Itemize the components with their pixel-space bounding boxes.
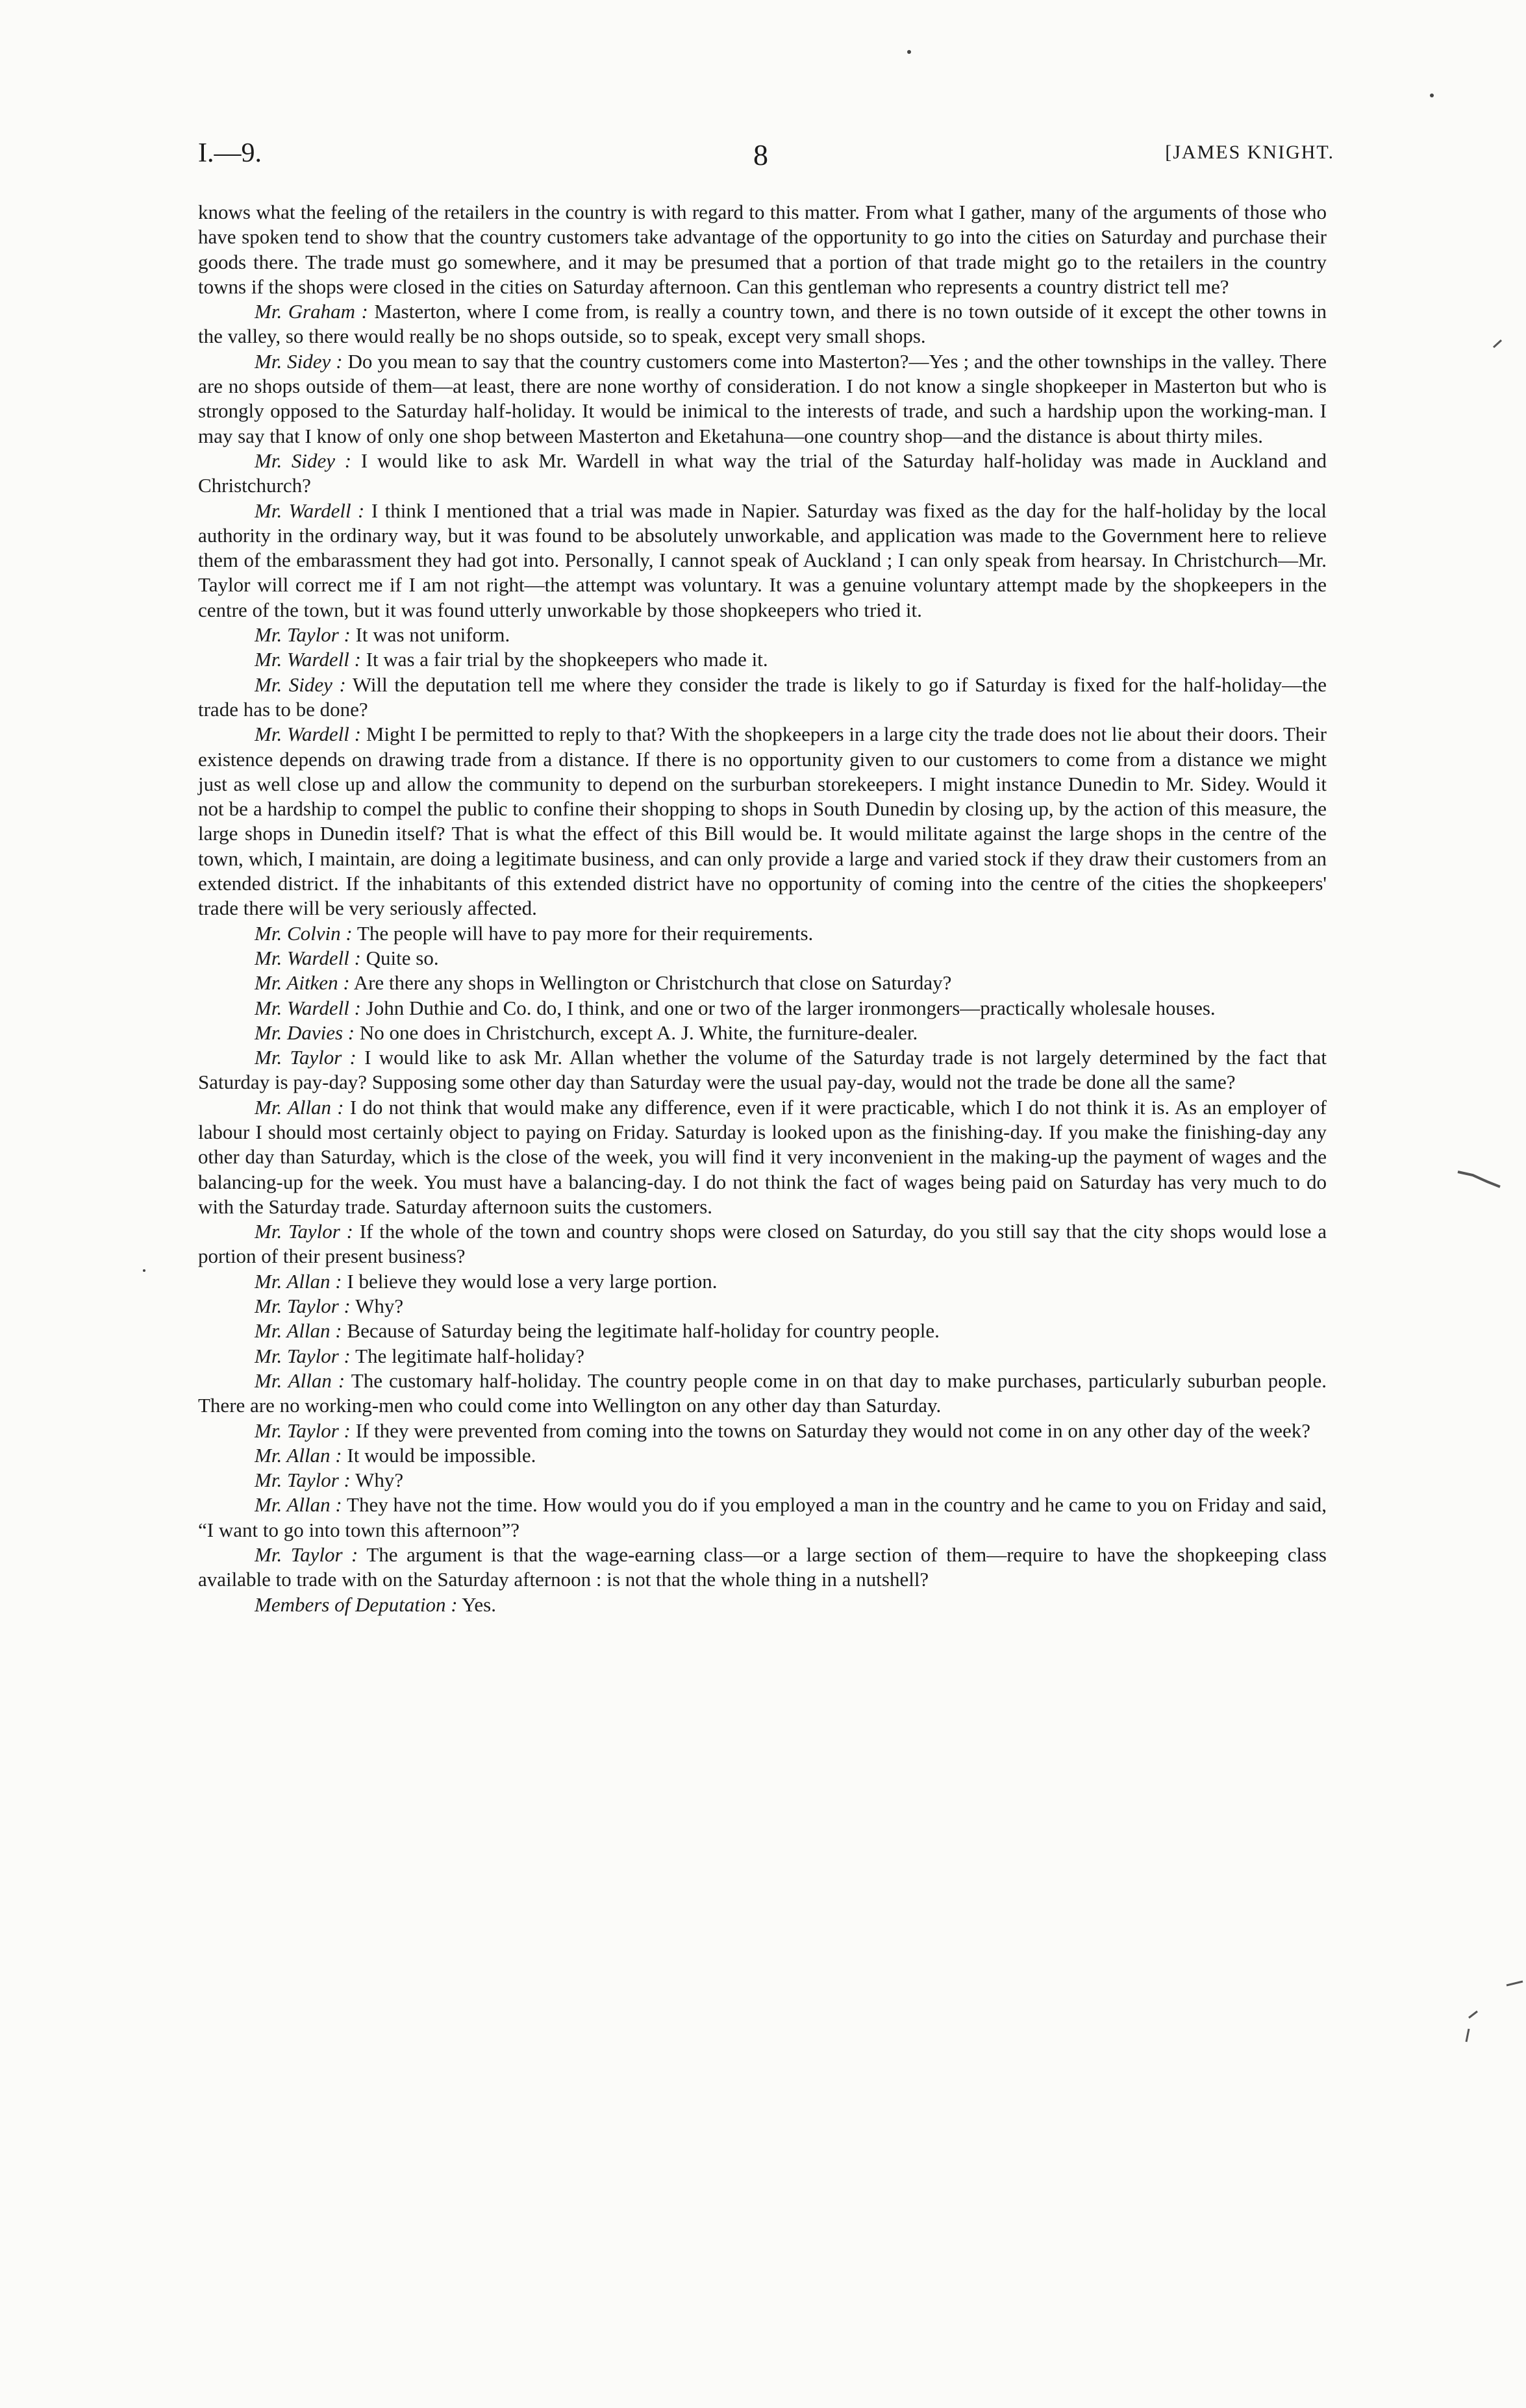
speaker-name: Members of Deputation : [255,1593,458,1616]
speaker-name: Mr. Wardell : [255,946,361,969]
speck-mark [1458,1172,1500,1187]
speck-mark [1466,2011,1477,2042]
speaker-name: Mr. Sidey : [255,349,343,373]
speaker-name: Mr. Wardell : [255,996,361,1019]
speaker-name: Mr. Wardell : [255,499,365,522]
speaker-name: Mr. Sidey : [255,449,352,472]
speaker-name: Mr. Allan : [255,1443,342,1467]
speaker-name: Mr. Taylor : [255,1295,351,1318]
speck-mark [907,50,911,54]
paragraph-text: Might I be permitted to reply to that? With the shopkeepers in a large city the trade does not lie about their doors. Their existence depends on drawing trade from a distance. If there is no opportunity given to our customers to come from a distance we might just as well close up and allow the community to depend on the surburban storekeepers. I might instance Dunedin to Mr. Sidey. Would it not be a hardship to compel the public to confine their shopping to shops in South Dunedin by closing up, by the action of this measure, the large shops in Dunedin itself? That is what the effect of this Bill would be. It would militate against the large shops in the centre of the town, which, I maintain, are doing a legitimate business, and can only provide a large and varied stock if they draw their customers from an extended district. If the inhabitants of this extended district have no opportunity of coming into the centre of the cities the shopkeepers' trade there will be very seriously affected. [198,723,1327,920]
paragraph-text: The people will have to pay more for their requirements. [356,921,814,945]
paragraph-text: The customary half-holiday. The country people come in on that day to make purchases, particularly suburban people. There are no working-men who could come into Wellington on any other day than Saturday. [198,1369,1327,1417]
paper-reference: I.—9. [198,138,262,168]
paragraph-text: If the whole of the town and country shops were closed on Saturday, do you still say that the city shops would lose a portion of their present business? [198,1220,1327,1268]
speaker-name: Mr. Wardell : [255,648,361,671]
paragraph-text: Why? [355,1295,404,1318]
paragraph-text: The argument is that the wage-earning class—or a large section of them—require to have the shopkeeping class available to trade with on the Saturday afternoon : is not that the whole thing in a nutshell? [198,1543,1327,1591]
paragraph-text: Quite so. [366,946,439,969]
paragraph-text: I would like to ask Mr. Allan whether the volume of the Saturday trade is not largely determined by the fact that Saturday is pay-day? Supposing some other day than Saturday were the usual pay-day, would not the trade be done all the same? [198,1046,1327,1094]
speaker-name: Mr. Davies : [255,1021,355,1044]
paragraph-text: It would be impossible. [347,1443,536,1467]
paragraph-text: knows what the feeling of the retailers in the country is with regard to this matter. From what I gather, many of the arguments of those who have spoken tend to show that the country customers take advantage of the opportunity to go into the cities on Saturday and purchase their goods there. The trade must go somewhere, and it may be presumed that a portion of that trade might go to the retailers in the country towns if the shops were closed in the cities on Saturday afternoon. Can this gentleman who represents a country district tell me? [198,201,1327,298]
speck-mark [1507,1981,1523,1985]
speaker-name: Mr. Allan : [255,1369,345,1392]
paragraph-text: It was not uniform. [355,623,510,647]
paragraph-text: If they were prevented from coming into the towns on Saturday they would not come in on any other day of the week? [355,1419,1310,1442]
paragraph-text: Will the deputation tell me where they consider the trade is likely to go if Saturday is fixed for the half-holiday—the trade has to be done? [198,673,1327,721]
paragraph-text: I do not think that would make any difference, even if it were practicable, which I do not think it is. As an employer of labour I should most certainly object to paying on Friday. Saturday is looked upon as the finishing-day. If you make the finishing-day any other day than Saturday, which is the close of the week, you will find it very inconvenient in the making-up the payment of wages and the balancing-up for the week. You must have a balancing-day. I do not think the fact of wages being paid on Saturday has very much to do with the Saturday trade. Saturday afternoon suits the customers. [198,1095,1327,1218]
speaker-name: Mr. Allan : [255,1493,342,1517]
paragraph-text: I think I mentioned that a trial was made in Napier. Saturday was fixed as the day for the half-holiday by the local authority in the ordinary way, but it was found to be absolutely unworkable, and application was made to the Government here to relieve them of the embarassment they had got into. Personally, I cannot speak of Auckland ; I can only speak from hearsay. In Christchurch—Mr. Taylor will correct me if I am not right—the attempt was voluntary. It was a genuine voluntary attempt made by the shopkeepers in the centre of the town, but it was found utterly unworkable by those shopkeepers who tried it. [198,499,1327,621]
speaker-name: Mr. Taylor : [255,1046,356,1069]
speck-mark [143,1269,145,1272]
witness-name: [JAMES KNIGHT. [1165,142,1334,163]
speaker-name: Mr. Allan : [255,1319,342,1343]
paragraph-text: Yes. [462,1593,496,1616]
paragraph-text: Do you mean to say that the country customers come into Masterton?—Yes ; and the other townships in the valley. There are no shops outside of them—at least, there are none worthy of consideration. I do not know a single shopkeeper in Masterton but who is strongly opposed to the Saturday half-holiday. It would be inimical to the interests of trade, and such a hardship upon the working-man. I may say that I know of only one shop between Masterton and Eketahuna—one country shop—and the distance is about thirty miles. [198,349,1327,447]
paragraph-text: No one does in Christchurch, except A. J. White, the furniture-dealer. [359,1021,918,1044]
paragraph-text: The legitimate half-holiday? [355,1344,584,1367]
speaker-name: Mr. Taylor : [255,1419,351,1442]
paragraph-text: Why? [355,1469,404,1492]
speaker-name: Mr. Allan : [255,1269,342,1293]
paragraph-text: Are there any shops in Wellington or Christchurch that close on Saturday? [353,971,952,995]
speaker-name: Mr. Graham : [255,300,368,323]
paragraph-text: John Duthie and Co. do, I think, and one or two of the larger ironmongers—practically wholesale houses. [366,996,1216,1019]
paragraph-text: I would like to ask Mr. Wardell in what way the trial of the Saturday half-holiday was made in Auckland and Christchurch? [198,449,1327,497]
paragraph-text: It was a fair trial by the shopkeepers who made it. [366,648,768,671]
speaker-name: Mr. Taylor : [255,1220,353,1243]
paragraph-text: Masterton, where I come from, is really a country town, and there is no town outside of it except the other towns in the valley, so there would really be no shops outside, so to speak, except very small shops. [198,300,1327,348]
speaker-name: Mr. Taylor : [255,1543,358,1567]
speaker-name: Mr. Taylor : [255,1469,351,1492]
speaker-name: Mr. Allan : [255,1095,344,1119]
speaker-name: Mr. Sidey : [255,673,346,696]
speck-mark [1430,93,1434,97]
paragraph-text: Because of Saturday being the legitimate half-holiday for country people. [347,1319,940,1343]
speaker-name: Mr. Wardell : [255,723,362,746]
speaker-name: Mr. Taylor : [255,1344,351,1367]
paragraph-text: They have not the time. How would you do if you employed a man in the country and he came to you on Friday and said, “I want to go into town this afternoon”? [198,1493,1327,1541]
page-number: 8 [753,138,768,171]
speck-mark [1494,340,1501,347]
speaker-name: Mr. Taylor : [255,623,351,647]
paragraph-text: I believe they would lose a very large portion. [347,1269,718,1293]
speaker-name: Mr. Aitken : [255,971,350,995]
speaker-name: Mr. Colvin : [255,921,353,945]
